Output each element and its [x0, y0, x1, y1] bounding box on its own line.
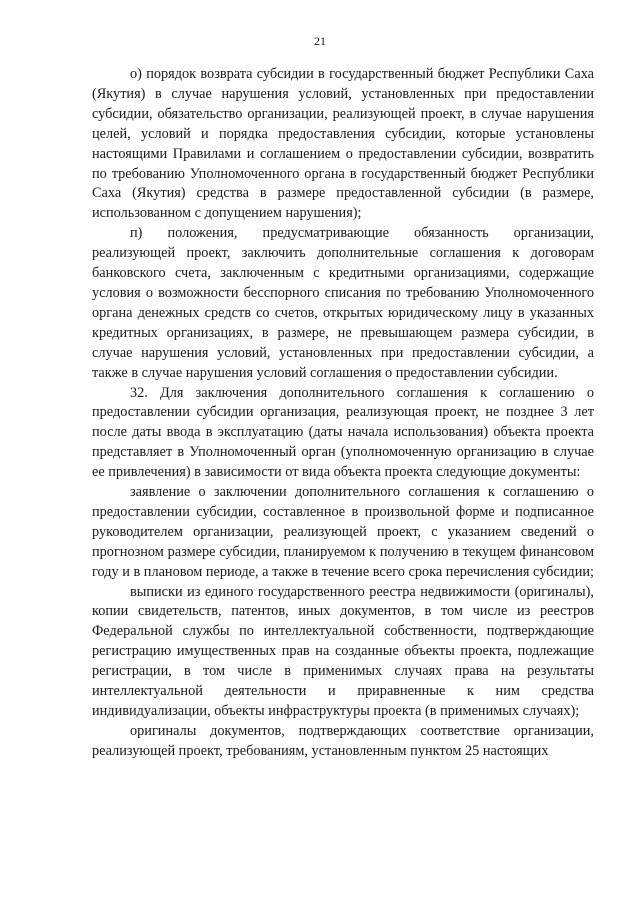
paragraph-document-application: заявление о заключении дополнительного соглашения к соглашению о предоставлении субсидии, составленное в произвольной форме и подписанное руководителем организации, реализующей проект, с указанием сведений о прогнозном размере субсидии, планируемом к получению в текущем финансовом году и в плановом периоде, а также в течение всего срока перечисления субсидии;: [92, 484, 594, 580]
paragraph-document-originals: оригиналы документов, подтверждающих соответствие организации, реализующей проект, требованиям, установленным пунктом 25 настоящих: [92, 722, 594, 759]
document-body: [92, 65, 594, 762]
page-number: 21: [314, 34, 326, 48]
paragraph-clause-32: 32. Для заключения дополнительного соглашения к соглашению о предоставлении субсидии организация, реализующая проект, не позднее 3 лет после даты ввода в эксплуатацию (даты начала использования) объекта проекта представляет в Уполномоченный орган (уполномоченную организацию в случае ее привлечения) в зависимости от вида объекта проекта следующие документы:: [92, 384, 594, 481]
paragraph-document-extracts: выписки из единого государственного реестра недвижимости (оригиналы), копии свидетельств, патентов, иных документов, в том числе из реестров Федеральной службы по интеллектуальной собственности, подтверждающие регистрацию имущественных прав на созданные объекты проекта, подлежащие регистрации, в том числе в применимых случаях права на результаты интеллектуальной деятельности и приравненные к ним средства индивидуализации, объекты инфраструктуры проекта (в применимых случаях);: [92, 583, 594, 719]
paragraph-subitem-o: о) порядок возврата субсидии в государственный бюджет Республики Саха (Якутия) в случае нарушения условий, установленных при предоставлении субсидии, обязательство организации, реализующей проект, в случае нарушения целей, условий и порядка предоставления субсидии, которые установлены настоящими Правилами и соглашением о предоставлении субсидии, возвратить по требованию Уполномоченного органа в государственный бюджет Республики Саха (Якутия) средства в размере предоставленной субсидии (в размере, использованном с допущением нарушения);: [92, 66, 594, 222]
paragraph-subitem-p: п) положения, предусматривающие обязанность организации, реализующей проект, заключить дополнительные соглашения к договорам банковского счета, заключенным с кредитными организациями, содержащие условия о возможности бесспорного списания по требованию Уполномоченного органа денежных средств со счетов, открытых юридическому лицу в указанных кредитных организациях, в размере, не превышающем размера субсидии, в случае нарушения условий, установленных при предоставлении субсидии, а также в случае нарушения условий соглашения о предоставлении субсидии.: [92, 225, 594, 381]
